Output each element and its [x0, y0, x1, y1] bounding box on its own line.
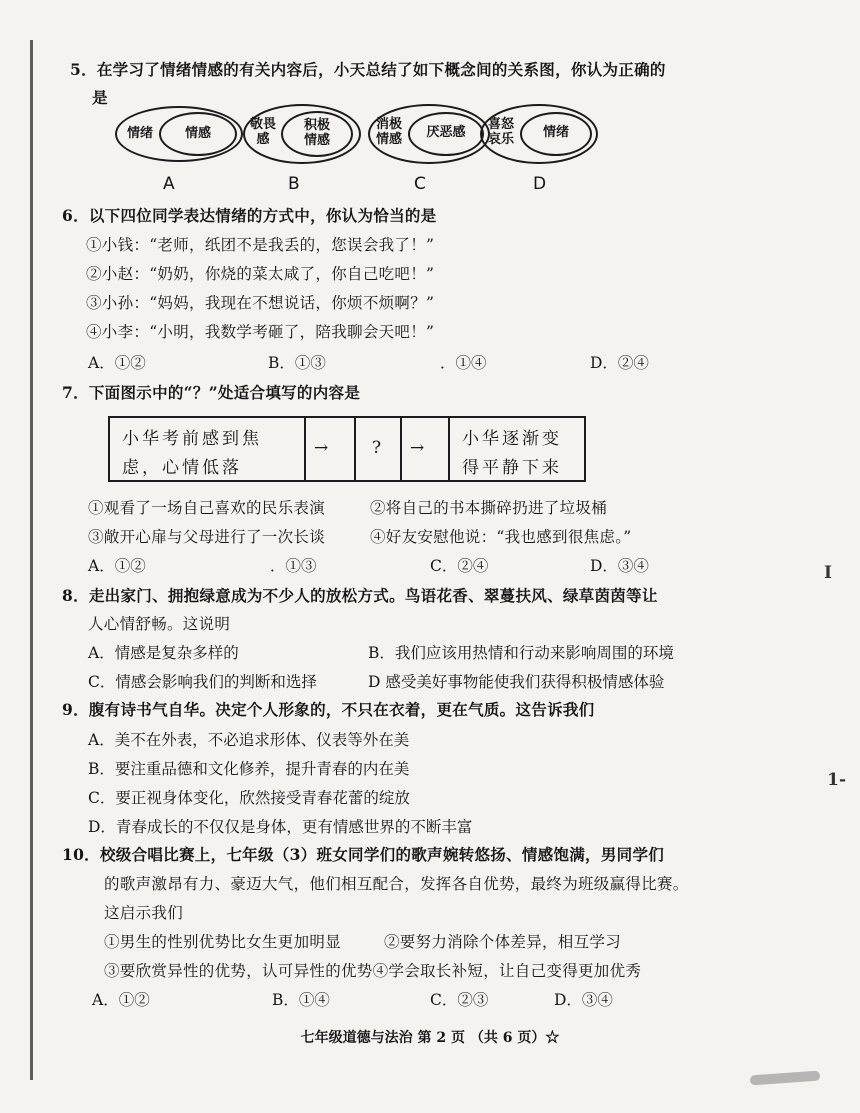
question-7-option-a: A．①②	[88, 557, 146, 575]
question-9-option-b: B．要注重品德和文化修养，提升青春的内在美	[88, 760, 410, 778]
question-7-option-d: D．③④	[590, 557, 649, 575]
question-6-item: ③小孙：“妈妈，我现在不想说话，你烦不烦啊？”	[86, 294, 435, 312]
question-6-option-a: A．①②	[88, 354, 146, 372]
question-10-option-c: C．②③	[430, 991, 489, 1009]
flow-arrow	[306, 418, 356, 480]
question-8-stem: 人心情舒畅。这说明	[88, 615, 231, 633]
option-label-b: B	[288, 174, 300, 194]
inner-label: 情感	[184, 126, 211, 141]
option-label-d: D	[533, 174, 547, 194]
question-9-option-c: C．要正视身体变化，欣然接受青春花蕾的绽放	[88, 789, 410, 807]
question-6-option-c: ．①④	[440, 354, 487, 372]
venn-diagram-c	[368, 104, 490, 164]
question-7-item: ②将自己的书本撕碎扔进了垃圾桶	[370, 499, 608, 517]
question-8-option-a: A．情感是复杂多样的	[88, 644, 239, 662]
question-6-item: ②小赵：“奶奶，你烧的菜太咸了，你自己吃吧！”	[86, 265, 435, 283]
flow-text: 虑，心情低落	[122, 458, 242, 478]
outer-label: 敬畏 感	[249, 117, 276, 147]
flow-text: 小华考前感到焦	[122, 429, 262, 449]
question-7-item: ③敞开心扉与父母进行了一次长谈	[88, 528, 326, 546]
flow-box-question	[356, 418, 402, 480]
question-6-option-d: D．②④	[590, 354, 649, 372]
question-7-option-c: C．②④	[430, 557, 489, 575]
outer-label: 情绪	[126, 126, 153, 141]
question-9-stem: 9．腹有诗书气自华。决定个人形象的，不只在衣着，更在气质。这告诉我们	[62, 700, 595, 719]
question-mark: ?	[372, 438, 382, 458]
flow-text: 得平静下来	[462, 458, 562, 478]
page-footer: 七年级道德与法治 第 2 页 （共 6 页）☆	[300, 1030, 560, 1046]
question-10-option-b: B．①④	[272, 991, 330, 1009]
question-9-option-d: D．青春成长的不仅仅是身体，更有情感世界的不断丰富	[88, 818, 473, 836]
flow-box-start	[110, 418, 306, 480]
question-10-option-a: A．①②	[92, 991, 150, 1009]
question-10-item: ①男生的性别优势比女生更加明显	[104, 933, 342, 951]
question-7-flow-diagram	[108, 416, 586, 482]
question-9-option-a: A．美不在外表，不必追求形体、仪表等外在美	[88, 731, 410, 749]
venn-diagram-d	[480, 104, 598, 164]
arrow-icon: →	[314, 438, 329, 458]
question-10-option-d: D．③④	[554, 991, 613, 1009]
venn-diagram-b	[243, 104, 361, 164]
flow-text: 小华逐渐变	[462, 429, 562, 449]
inner-label: 情绪	[542, 125, 569, 140]
question-6-option-b: B．①③	[268, 354, 326, 372]
edge-mark: 1-	[827, 770, 846, 790]
question-8-option-c: C．情感会影响我们的判断和选择	[88, 673, 317, 691]
question-8-option-b: B．我们应该用热情和行动来影响周围的环境	[368, 644, 674, 662]
question-8-option-d: D 感受美好事物能使我们获得积极情感体验	[368, 673, 665, 691]
question-10-stem: 这启示我们	[104, 904, 184, 922]
flow-arrow	[402, 418, 450, 480]
inner-label: 积极 情感	[303, 118, 330, 148]
question-7-option-b: ．①③	[270, 557, 317, 575]
question-5-stem: 是	[92, 88, 108, 107]
question-6-item: ①小钱：“老师，纸团不是我丢的，您误会我了！”	[86, 236, 435, 254]
question-7-item: ④好友安慰他说：“我也感到很焦虑。”	[370, 528, 632, 546]
outer-label: 喜怒 哀乐	[487, 117, 514, 147]
arrow-icon: →	[410, 438, 425, 458]
edge-mark: I	[824, 563, 832, 583]
question-10-item: ②要努力消除个体差异，相互学习	[384, 933, 622, 951]
outer-label: 消极 情感	[375, 117, 402, 147]
inner-label: 厌恶感	[426, 125, 466, 140]
question-7-stem: 7．下面图示中的“？”处适合填写的内容是	[62, 383, 361, 402]
option-label-c: C	[414, 174, 426, 194]
option-label-a: A	[163, 174, 175, 194]
scan-edge-shadow	[30, 40, 33, 1080]
question-10-item: ③要欣赏异性的优势，认可异性的优势④学会取长补短，让自己变得更加优秀	[104, 962, 642, 980]
question-10-stem: 10．校级合唱比赛上，七年级（3）班女同学们的歌声婉转悠扬、情感饱满，男同学们	[62, 845, 665, 864]
venn-diagram-a	[115, 106, 243, 162]
question-6-stem: 6．以下四位同学表达情绪的方式中，你认为恰当的是	[62, 206, 437, 225]
question-5-stem: 5．在学习了情绪情感的有关内容后，小天总结了如下概念间的关系图，你认为正确的	[70, 60, 666, 79]
flow-box-end	[450, 418, 584, 480]
question-6-item: ④小李：“小明，我数学考砸了，陪我聊会天吧！”	[86, 323, 435, 341]
question-7-item: ①观看了一场自己喜欢的民乐表演	[88, 499, 326, 517]
question-10-stem: 的歌声激昂有力、豪迈大气，他们相互配合，发挥各自优势，最终为班级赢得比赛。	[104, 875, 689, 893]
scan-smudge	[750, 1071, 821, 1086]
question-8-stem: 8．走出家门、拥抱绿意成为不少人的放松方式。鸟语花香、翠蔓扶风、绿草茵茵等让	[62, 586, 658, 605]
